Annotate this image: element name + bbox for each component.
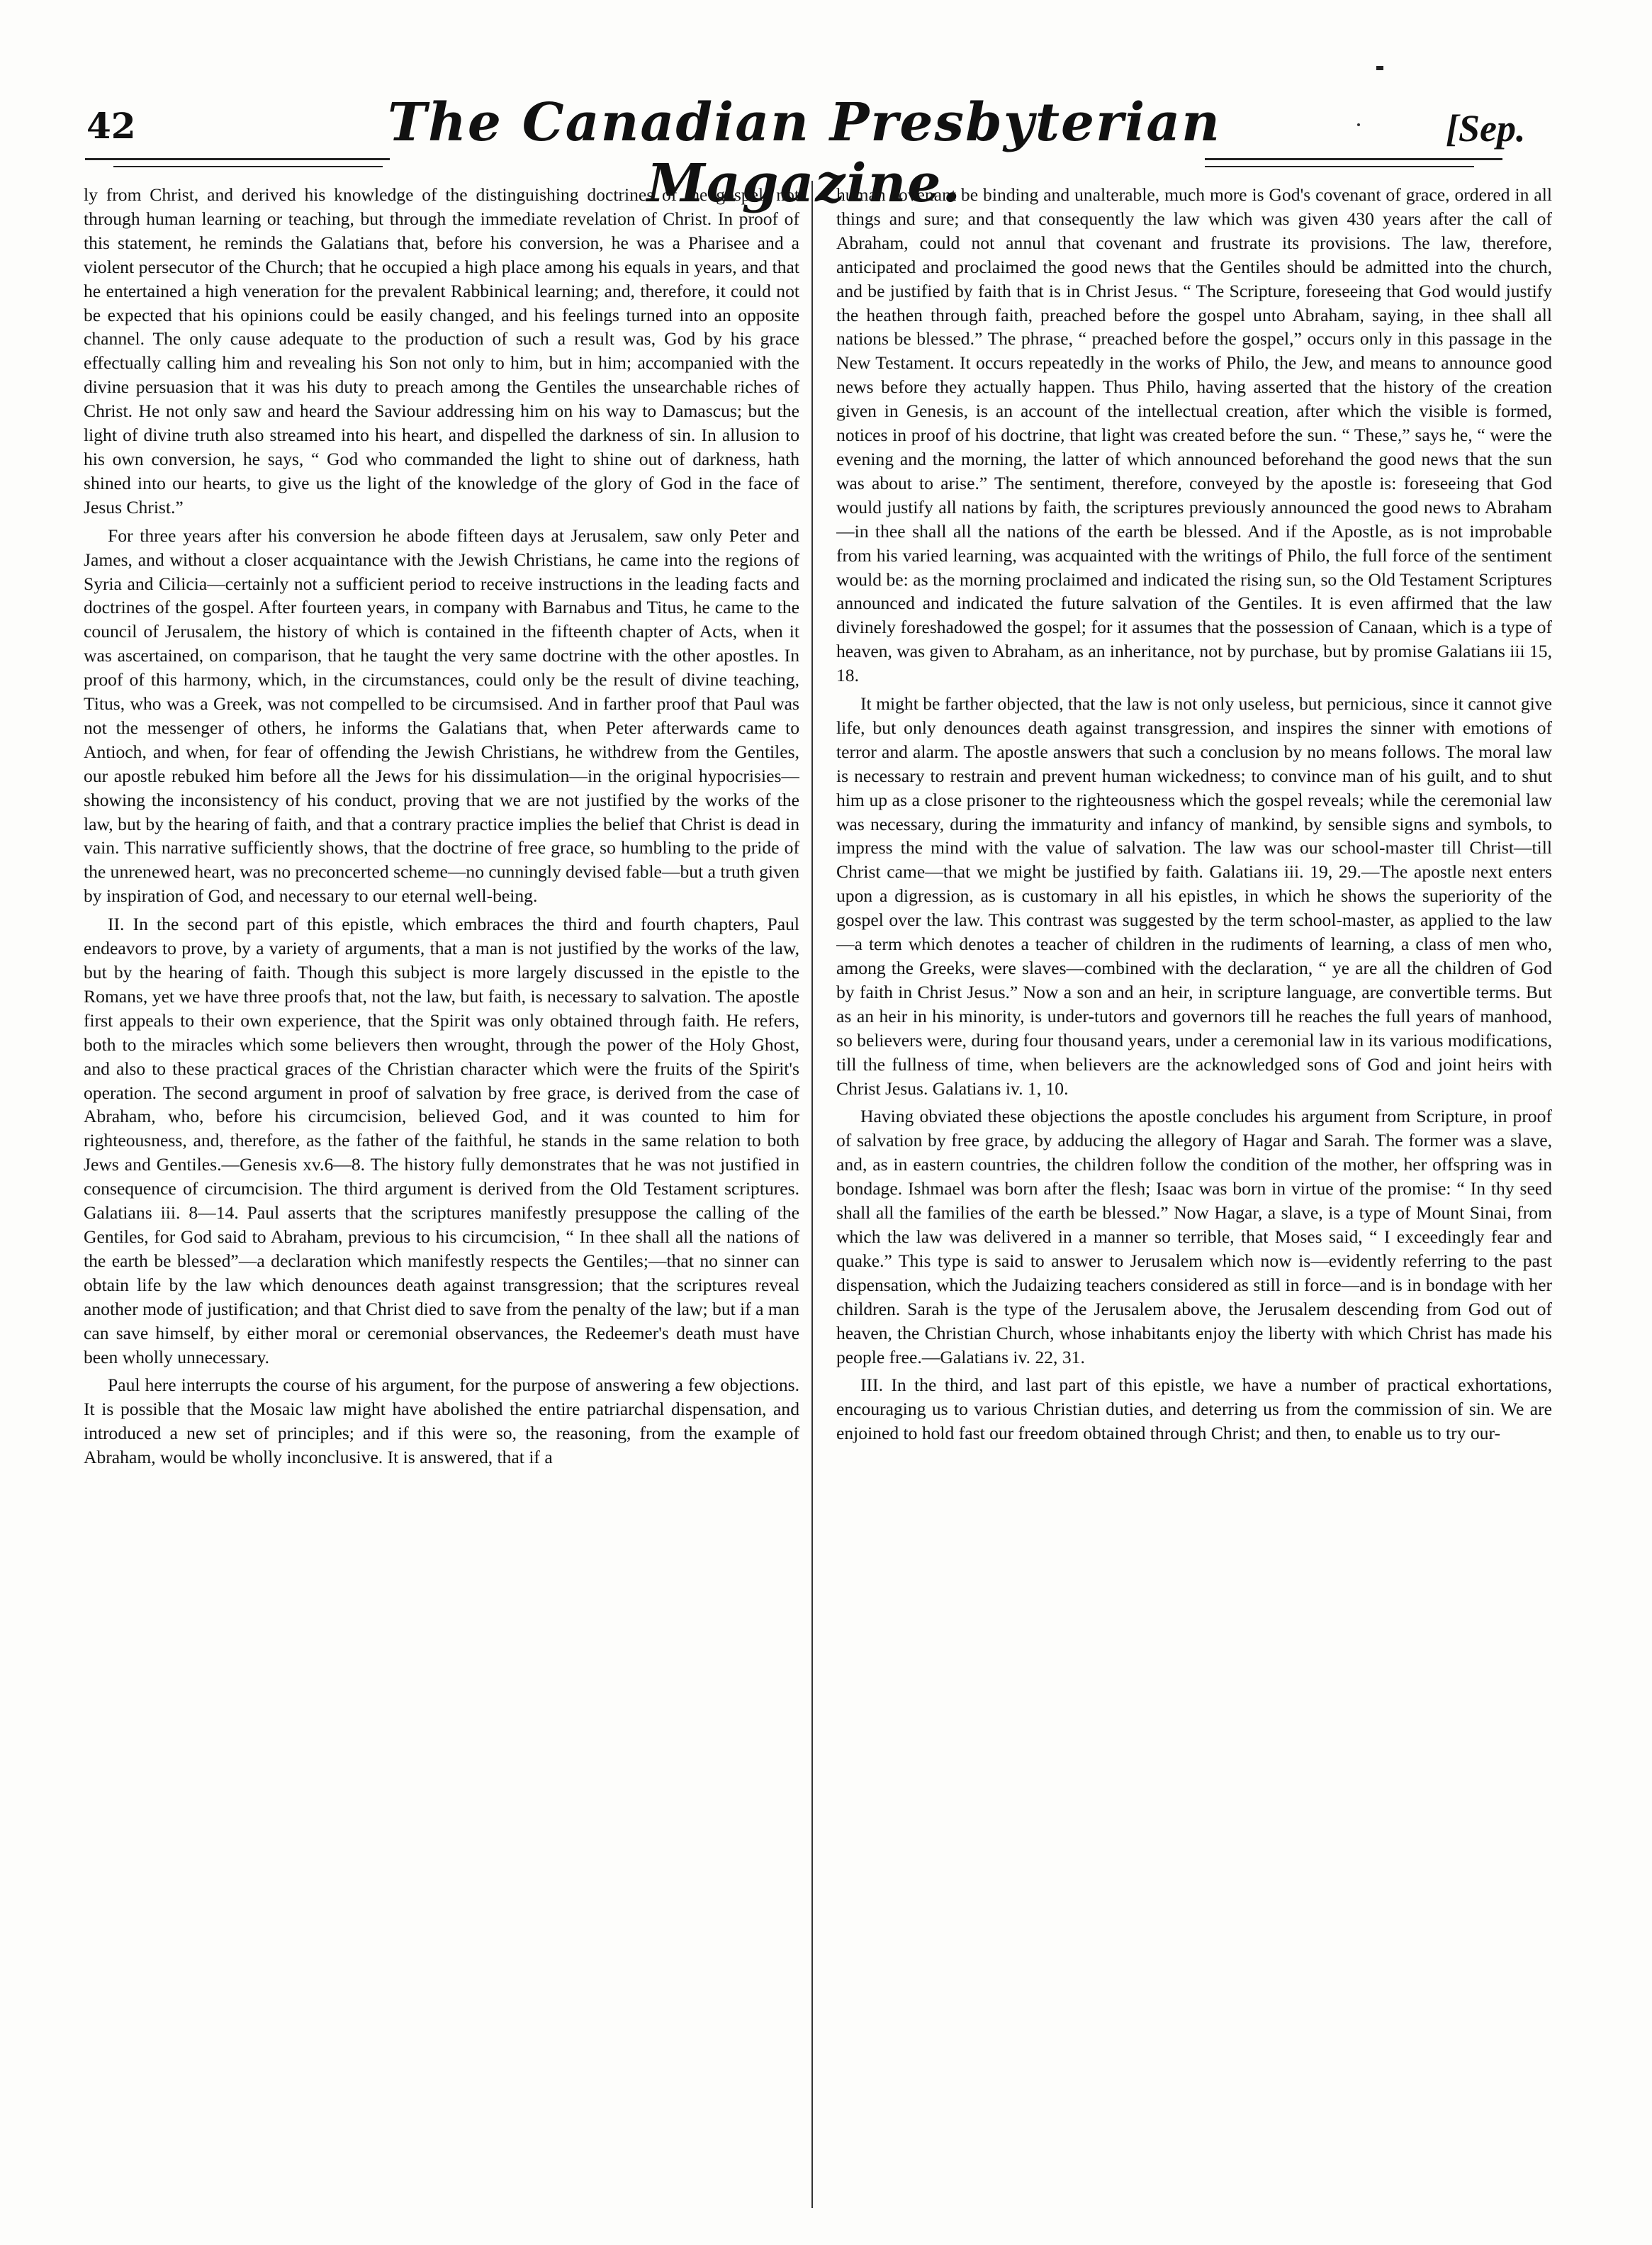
right-paragraph-3: Having obviated these objections the apostle concludes his argument from Scripture, in proof of salvation by free grace, by adducing the allegory of Hagar and Sarah. The former was a slave, and, as in eastern countries, the children follow the condition of the mother, her offspring was in bondage. Ishmael was born after the flesh; Isaac was born in virtue of the promise: “ In thy seed shall all the families of the earth be blessed.” Now Hagar, a slave, is a type of Mount Sinai, from which the law was delivered in a manner so terrible, that Moses said, “ I exceedingly fear and quake.” This type is said to answer to Jerusalem which now is—evidently referring to the past dispensation, which the Judaizing teachers considered as still in force—and is in bondage with her children. Sarah is the type of the Jerusalem above, the Jerusalem descending from God out of heaven, the Christian Church, whose inhabitants enjoy the liberty with which Christ has made his people free.—Galatians iv. 22, 31.	[836, 1106, 1552, 1367]
right-paragraph-1: human covenant be binding and unalterable, much more is God's covenant of grace, ordered in all things and sure; and that consequently the law which was given 430 years after the call of Abraham, could not annul that covenant and frustrate its provisions. The law, therefore, anticipated and proclaimed the good news that the Gentiles should be admitted into the church, and be justified by faith that is in Christ Jesus. “ The Scripture, foreseeing that God would justify the heathen through faith, preached before the gospel unto Abraham, saying, in thee shall all nations be blessed.” The phrase, “ preached before the gospel,” occurs only in this passage in the New Testament. It occurs repeatedly in the works of Philo, the Jew, and means to announce good news before they actually happen. Thus Philo, having asserted that the history of the creation given in Genesis, is an account of the intellectual creation, after which the visible is formed, notices in proof of his doctrine, that light was created before the sun. “ These,” says he, “ were the evening and the morning, the latter of which announced beforehand the good news that the sun was about to arise.” The sentiment, therefore, conveyed by the apostle is: foreseeing that God would justify all nations by faith, the scriptures previously announced the good news to Abraham—in thee shall all the nations of the earth be blessed. And if the Apostle, as is not improbable from his varied learning, was acquainted with the writings of Philo, the full force of the sentiment would be: as the morning proclaimed and indicated the rising sun, so the Old Testament Scriptures announced and indicated the future salvation of the Gentiles. It is even affirmed that the law divinely foreshadowed the gospel; for it assumes that the possession of Canaan, which is a type of heaven, was given to Abraham, as an inheritance, not by purchase, but by promise Galatians iii 15, 18.	[836, 184, 1552, 686]
running-month: [Sep.	[1446, 107, 1526, 150]
print-speck	[1376, 66, 1383, 70]
right-paragraph-4: III. In the third, and last part of this epistle, we have a number of practical exhortations, encouraging us to various Christian duties, and deterring us from the commission of sin. We are enjoined to hold fast our freedom obtained through Christ; and then, to enable us to try our-	[836, 1375, 1552, 1444]
column-divider	[811, 181, 813, 2208]
left-paragraph-1: ly from Christ, and derived his knowledge of the distinguishing doctrines of the gospel, not through human learning or teaching, but through the immediate revelation of Christ. In proof of this statement, he reminds the Galatians that, before his conversion, he was a Pharisee and a violent persecutor of the Church; that he occupied a high place among his equals in years, and that he entertained a high veneration for the prevalent Rabbinical learning; and, therefore, it could not be expected that his opinions could be easily changed, and his feelings turned into an opposite channel. The only cause adequate to the production of such a result was, God by his grace effectually calling him and revealing his Son not only to him, but in him; accompanied with the divine persuasion that it was his duty to preach among the Gentiles the unsearchable riches of Christ. He not only saw and heard the Saviour addressing him on his way to Damascus; but the light of divine truth also streamed into his heart, and dispelled the darkness of sin. In allusion to his own conversion, he says, “ God who commanded the light to shine out of darkness, hath shined into our hearts, to give us the light of the knowledge of the glory of God in the face of Jesus Christ.”	[84, 184, 799, 517]
print-speck	[1357, 123, 1360, 126]
page-number: 42	[86, 105, 136, 147]
left-column	[84, 183, 799, 2224]
header-rule-right-under	[1205, 166, 1474, 167]
running-title: The Canadian Presbyterian Magazine.	[388, 92, 1221, 214]
header-rule-left	[85, 158, 390, 160]
right-paragraph-2: It might be farther objected, that the law is not only useless, but pernicious, since it cannot give life, but only denounces death against transgression, and inspires the sinner with emotions of terror and alarm. The apostle answers that such a conclusion by no means follows. The moral law is necessary to restrain and prevent human wickedness; to convince man of his guilt, and to shut him up as a close prisoner to the righteousness which the gospel reveals; while the ceremonial law was necessary, during the immaturity and infancy of mankind, by sensible signs and symbols, to impress the mind with the value of salvation. The law was our school-master till Christ—till Christ came—that we might be justified by faith. Galatians iii. 19, 29.—The apostle next enters upon a digression, as is customary in all his epistles, in which he shows the superiority of the gospel over the law. This contrast was suggested by the term school-master, as applied to the law—a term which denotes a teacher of children in the rudiments of learning, a class of men who, among the Greeks, were slaves—combined with the declaration, “ ye are all the children of God by faith in Christ Jesus.” Now a son and an heir, in scripture language, are convertible terms. But as an heir in his minority, is under-tutors and governors till he reaches the full years of manhood, so believers were, during four thousand years, under a ceremonial law in its various modifications, till the fullness of time, when believers are the acknowledged sons of God and joint heirs with Christ Jesus. Galatians iv. 1, 10.	[836, 693, 1552, 1099]
header-rule-left-under	[113, 166, 383, 167]
left-paragraph-3: II. In the second part of this epistle, which embraces the third and fourth chapters, Paul endeavors to prove, by a variety of arguments, that a man is not justified by the works of the law, but by the hearing of faith. Though this subject is more largely discussed in the epistle to the Romans, yet we have three proofs that, not the law, but faith, is necessary to salvation. The apostle first appeals to their own experience, that the Spirit was only obtained through faith. He refers, both to the miracles which some believers then wrought, through the power of the Holy Ghost, and also to these practical graces of the Christian character which were the fruits of the Spirit's operation. The second argument in proof of salvation by free grace, is derived from the case of Abraham, who, before his circumcision, believed God, and it was counted to him for righteousness, and, therefore, as the father of the faithful, he stands in the same relation to both Jews and Gentiles.—Genesis xv.6—8. The history fully demonstrates that he was not justified in consequence of circumcision. The third argument is derived from the Old Testament scriptures. Galatians iii. 8—14. Paul asserts that the scriptures manifestly presuppose the calling of the Gentiles, for God said to Abraham, previous to his circumcision, “ In thee shall all the nations of the earth be blessed”—a declaration which manifestly respects the Gentiles;—that no sinner can obtain life by the law which denounces death against transgression; that the scriptures reveal another mode of justification; and that Christ died to save from the penalty of the law; but if a man can save himself, by either moral or ceremonial observances, the Redeemer's death must have been wholly unnecessary.	[84, 914, 799, 1367]
right-column	[836, 183, 1552, 2224]
left-paragraph-2: For three years after his conversion he abode fifteen days at Jerusalem, saw only Peter and James, and without a closer acquaintance with the Jewish Christians, he came into the regions of Syria and Cilicia—certainly not a sufficient period to receive instructions in the leading facts and doctrines of the gospel. After fourteen years, in company with Barnabus and Titus, he came to the council of Jerusalem, the history of which is contained in the fifteenth chapter of Acts, when it was ascertained, on comparison, that he taught the very same doctrine with the other apostles. In proof of this harmony, which, in the circumstances, could only be the result of divine teaching, Titus, who was a Greek, was not compelled to be circumsised. And in farther proof that Paul was not the messenger of others, he informs the Galatians that, when Peter afterwards came to Antioch, and when, for fear of offending the Jewish Christians, he withdrew from the Gentiles, our apostle rebuked him before all the Jews for his dissimulation—in the original hypocrisies—showing the inconsistency of his conduct, proving that we are not justified by the works of the law, but by the hearing of faith, and that a contrary practice implies the belief that Christ is dead in vain. This narrative sufficiently shows, that the doctrine of free grace, so humbling to the pride of the unrenewed heart, was no preconcerted scheme—no cunningly devised fable—but a truth given by inspiration of God, and necessary to our eternal well-being.	[84, 525, 799, 907]
left-paragraph-4: Paul here interrupts the course of his argument, for the purpose of answering a few objections. It is possible that the Mosaic law might have abolished the entire patriarchal dispensation, and introduced a new set of principles; and if this were so, the reasoning, from the example of Abraham, would be wholly inconclusive. It is answered, that if a	[84, 1375, 799, 1468]
header-rule-right	[1205, 158, 1502, 160]
